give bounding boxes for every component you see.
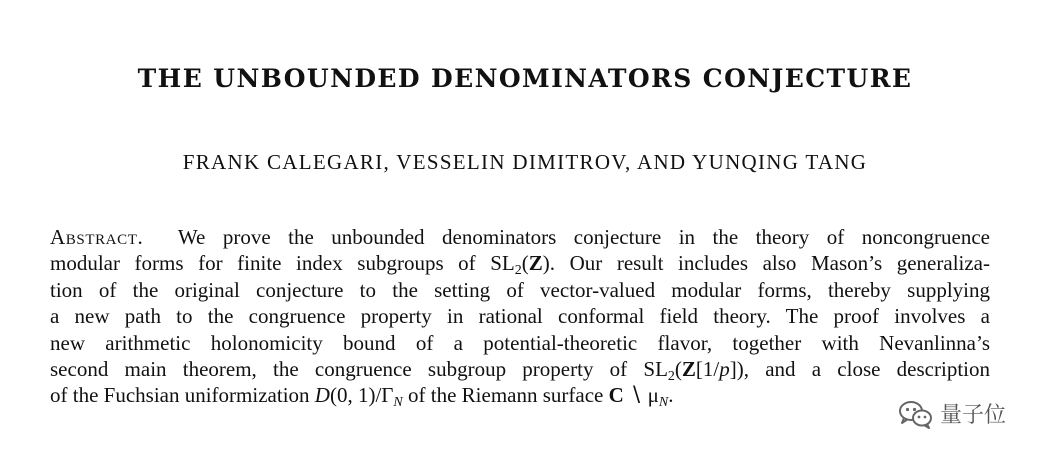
subscript: 2 xyxy=(667,369,675,385)
abstract-text: modular forms for finite index subgroups of SL xyxy=(50,251,515,276)
abstract-text: [1/ xyxy=(695,357,720,382)
abstract-text: (0, 1)/Γ xyxy=(329,383,394,408)
math-symbol: C xyxy=(608,383,624,408)
abstract-line: a new path to the congruence property in rational conformal field theory. The proof involves a xyxy=(50,304,990,329)
abstract-line xyxy=(50,250,990,279)
abstract-heading: Abstract. xyxy=(50,225,144,249)
abstract-text: of the Fuchsian uniformization xyxy=(50,383,315,408)
abstract-text: ]), and a close description xyxy=(729,357,990,382)
abstract-text: ). Our result includes also Mason’s generaliza- xyxy=(542,251,990,276)
subscript: 2 xyxy=(514,263,522,279)
watermark xyxy=(898,398,1006,429)
abstract-text: of the Riemann surface xyxy=(402,383,609,408)
math-symbol: p xyxy=(719,357,730,382)
abstract-text: second main theorem, the congruence subgroup property of SL xyxy=(50,357,668,382)
wechat-icon xyxy=(898,399,934,429)
subscript: N xyxy=(658,395,669,411)
abstract-line xyxy=(50,356,990,385)
math-symbol: ∖ μ xyxy=(623,383,659,408)
abstract-text: . xyxy=(668,383,674,408)
abstract-line: tion of the original conjecture to the setting of vector-valued modular forms, thereby supplying xyxy=(50,277,990,302)
abstract-line xyxy=(50,382,990,411)
math-symbol: Z xyxy=(528,251,543,276)
abstract-text: We prove the unbounded denominators conjecture in the theory of noncongruence xyxy=(177,225,990,249)
math-symbol: Z xyxy=(681,357,696,382)
abstract-text: ( xyxy=(521,251,529,276)
math-symbol: D xyxy=(314,383,330,408)
abstract xyxy=(50,224,990,409)
paper-authors: FRANK CALEGARI, VESSELIN DIMITROV, AND YUNQING TANG xyxy=(182,150,868,174)
paper-title: THE UNBOUNDED DENOMINATORS CONJECTURE xyxy=(137,64,913,93)
watermark-text: 量子位 xyxy=(940,403,1007,428)
abstract-line: new arithmetic holonomicity bound of a potential-theoretic flavor, together with Nevanlinna’s xyxy=(50,330,990,355)
abstract-text: ( xyxy=(674,357,682,382)
subscript: N xyxy=(393,395,403,411)
abstract-line xyxy=(50,224,990,250)
